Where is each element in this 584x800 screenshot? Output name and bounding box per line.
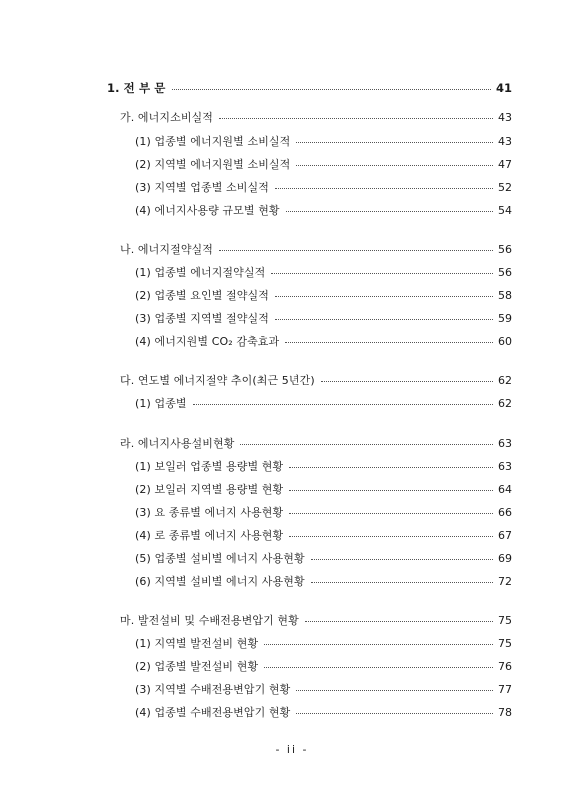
toc-entry-page-number: 52 bbox=[498, 180, 512, 194]
toc-entry-label: (2) 업종별 요인별 절약실적 bbox=[135, 289, 269, 302]
toc-entry-label: (3) 요 종류별 에너지 사용현황 bbox=[135, 506, 284, 519]
toc-entry bbox=[135, 201, 512, 219]
toc-entry-page-number: 75 bbox=[498, 613, 512, 627]
dot-leader bbox=[311, 559, 493, 560]
toc-entry-label: (4) 업종별 수배전용변압기 현황 bbox=[135, 706, 291, 719]
toc-entry bbox=[135, 286, 512, 304]
toc-entry bbox=[135, 503, 512, 521]
dot-leader bbox=[296, 142, 493, 143]
dot-leader bbox=[289, 490, 493, 491]
toc-entry-label: 마. 발전설비 및 수배전용변압기 현황 bbox=[120, 614, 299, 627]
toc-entry-label: (1) 보일러 업종별 용량별 현황 bbox=[135, 460, 284, 473]
toc-entry-label: 가. 에너지소비실적 bbox=[120, 111, 214, 124]
toc-entry-label: (4) 로 종류별 에너지 사용현황 bbox=[135, 529, 284, 542]
toc-entry-page-number: 75 bbox=[498, 636, 512, 650]
dot-leader bbox=[311, 582, 493, 583]
toc-entry bbox=[135, 572, 512, 590]
dot-leader bbox=[305, 621, 493, 622]
toc-entry bbox=[135, 480, 512, 498]
dot-leader bbox=[289, 513, 493, 514]
dot-leader bbox=[286, 211, 493, 212]
toc-entry-page-number: 63 bbox=[498, 459, 512, 473]
toc-entry-label: (2) 보일러 지역별 용량별 현황 bbox=[135, 483, 284, 496]
toc-entry-label: (6) 지역별 설비별 에너지 사용현황 bbox=[135, 575, 305, 588]
toc-entry-label: (2) 지역별 에너지원별 소비실적 bbox=[135, 158, 291, 171]
toc-entry-page-number: 56 bbox=[498, 265, 512, 279]
toc-entry-page-number: 41 bbox=[495, 81, 512, 95]
toc-entry bbox=[135, 132, 512, 150]
toc-entry-page-number: 43 bbox=[498, 134, 512, 148]
toc-entry-page-number: 60 bbox=[498, 334, 512, 348]
dot-leader bbox=[264, 644, 493, 645]
dot-leader bbox=[321, 381, 493, 382]
toc-entry-page-number: 69 bbox=[498, 551, 512, 565]
toc-entry-page-number: 63 bbox=[498, 436, 512, 450]
toc-entry-label: 1. 전 부 문 bbox=[107, 81, 166, 95]
toc-entry bbox=[120, 240, 512, 258]
toc-entry bbox=[135, 549, 512, 567]
dot-leader bbox=[275, 188, 493, 189]
toc-entry-label: 다. 연도별 에너지절약 추이(최근 5년간) bbox=[120, 374, 315, 387]
toc-entry bbox=[120, 371, 512, 389]
toc-entry-label: (2) 업종별 발전설비 현황 bbox=[135, 660, 259, 673]
toc-entry-label: (3) 지역별 업종별 소비실적 bbox=[135, 181, 269, 194]
toc-entry-page-number: 66 bbox=[498, 505, 512, 519]
toc-entry bbox=[120, 434, 512, 452]
dot-leader bbox=[296, 713, 493, 714]
toc-entry-page-number: 62 bbox=[498, 373, 512, 387]
toc-entry-label: 라. 에너지사용설비현황 bbox=[120, 437, 235, 450]
toc-entry-page-number: 62 bbox=[498, 396, 512, 410]
toc-entry bbox=[135, 657, 512, 675]
toc-entry bbox=[107, 79, 512, 97]
toc-entry-page-number: 59 bbox=[498, 311, 512, 325]
page-number-footer: - ii - bbox=[275, 743, 309, 756]
dot-leader bbox=[275, 296, 493, 297]
dot-leader bbox=[275, 319, 493, 320]
toc-entry-page-number: 54 bbox=[498, 203, 512, 217]
toc-entry bbox=[135, 309, 512, 327]
dot-leader bbox=[264, 667, 493, 668]
toc-entry bbox=[135, 634, 512, 652]
toc-entry-page-number: 77 bbox=[498, 682, 512, 696]
toc-entry-label: (3) 업종별 지역별 절약실적 bbox=[135, 312, 269, 325]
toc-entry-label: (4) 에너지사용량 규모별 현황 bbox=[135, 204, 280, 217]
toc-entry-page-number: 56 bbox=[498, 242, 512, 256]
dot-leader bbox=[285, 342, 493, 343]
toc-entry bbox=[135, 178, 512, 196]
dot-leader bbox=[296, 690, 493, 691]
toc-entry bbox=[135, 263, 512, 281]
dot-leader bbox=[289, 536, 493, 537]
toc-entry-page-number: 43 bbox=[498, 110, 512, 124]
toc-entry-label: (4) 에너지원별 CO₂ 감축효과 bbox=[135, 335, 280, 348]
toc-entry bbox=[135, 332, 512, 350]
toc-entry-page-number: 64 bbox=[498, 482, 512, 496]
dot-leader bbox=[289, 467, 493, 468]
toc-entry-page-number: 72 bbox=[498, 574, 512, 588]
dot-leader bbox=[271, 273, 493, 274]
toc-entry-label: (3) 지역별 수배전용변압기 현황 bbox=[135, 683, 291, 696]
toc-entry bbox=[120, 108, 512, 126]
toc-entry bbox=[120, 611, 512, 629]
dot-leader bbox=[172, 89, 491, 90]
dot-leader bbox=[219, 250, 493, 251]
toc-entry bbox=[135, 457, 512, 475]
dot-leader bbox=[296, 165, 493, 166]
toc-entry-page-number: 76 bbox=[498, 659, 512, 673]
dot-leader bbox=[219, 118, 493, 119]
dot-leader bbox=[193, 404, 493, 405]
toc-entry-label: (5) 업종별 설비별 에너지 사용현황 bbox=[135, 552, 305, 565]
toc-entry bbox=[135, 703, 512, 721]
toc-entry bbox=[135, 526, 512, 544]
toc-entry-page-number: 58 bbox=[498, 288, 512, 302]
toc-entry-label: (1) 지역별 발전설비 현황 bbox=[135, 637, 259, 650]
toc-entry-label: (1) 업종별 bbox=[135, 397, 187, 410]
toc-entry bbox=[135, 155, 512, 173]
toc-entry-label: (1) 업종별 에너지원별 소비실적 bbox=[135, 135, 291, 148]
toc-entry-page-number: 67 bbox=[498, 528, 512, 542]
toc-entry bbox=[135, 394, 512, 412]
toc-entry-page-number: 47 bbox=[498, 157, 512, 171]
toc-entry-label: 나. 에너지절약실적 bbox=[120, 243, 214, 256]
dot-leader bbox=[240, 444, 493, 445]
toc-entry-label: (1) 업종별 에너지절약실적 bbox=[135, 266, 266, 279]
toc-entry-page-number: 78 bbox=[498, 705, 512, 719]
toc-entry bbox=[135, 680, 512, 698]
